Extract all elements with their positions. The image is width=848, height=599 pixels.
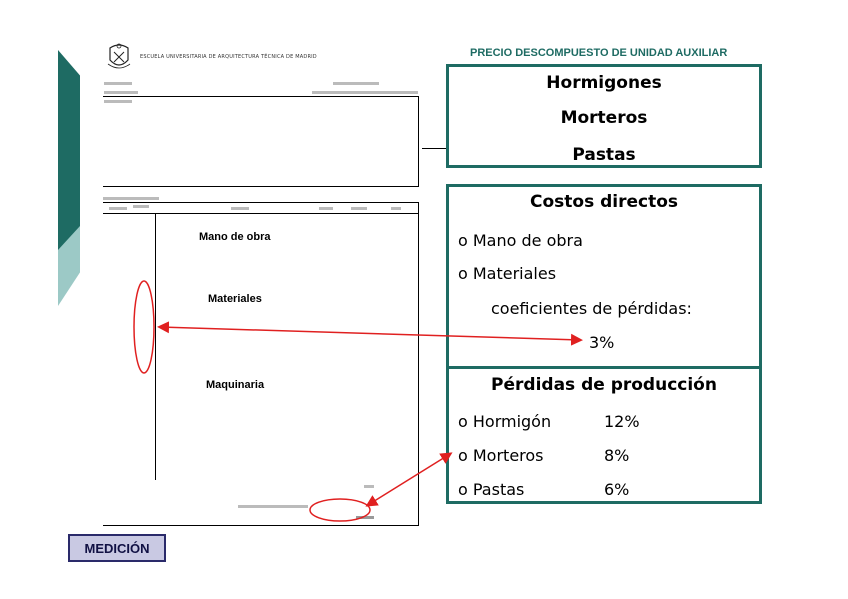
direct-costs-item-materiales: o Materiales — [458, 264, 557, 283]
highlight-ellipse-total — [310, 499, 370, 521]
section-title: PRECIO DESCOMPUESTO DE UNIDAD AUXILIAR — [470, 47, 728, 59]
school-name: ESCUELA UNIVERSITARIA DE ARQUITECTURA TÉCNICA DE MADRID — [140, 54, 317, 60]
unit-type-hormigones: Hormigones — [546, 73, 662, 93]
direct-costs-title: Costos directos — [529, 192, 679, 212]
row-label-mano-de-obra: Mano de obra — [199, 231, 271, 243]
medicion-button[interactable]: MEDICIÓN — [68, 534, 166, 562]
loss-row-label-hormigon: o Hormigón — [458, 412, 552, 431]
loss-row-value-pastas: 6% — [604, 480, 630, 499]
loss-row-label-morteros: o Morteros — [458, 446, 544, 465]
loss-row-value-hormigon: 12% — [604, 412, 640, 431]
loss-coefficient-label: coeficientes de pérdidas: — [491, 299, 692, 318]
arrow-materiales-to-coefficient — [160, 327, 580, 340]
unit-type-pastas: Pastas — [572, 145, 636, 165]
row-label-maquinaria: Maquinaria — [206, 379, 265, 391]
loss-row-label-pastas: o Pastas — [458, 480, 525, 499]
loss-coefficient-value: 3% — [589, 333, 615, 352]
direct-costs-item-mano-de-obra: o Mano de obra — [458, 231, 583, 250]
arrow-total-to-losses — [368, 454, 450, 505]
highlight-ellipse-materiales — [134, 281, 154, 373]
production-losses-title: Pérdidas de producción — [491, 375, 717, 395]
unit-type-morteros: Morteros — [560, 108, 648, 128]
row-label-materiales: Materiales — [208, 293, 262, 305]
loss-row-value-morteros: 8% — [604, 446, 630, 465]
